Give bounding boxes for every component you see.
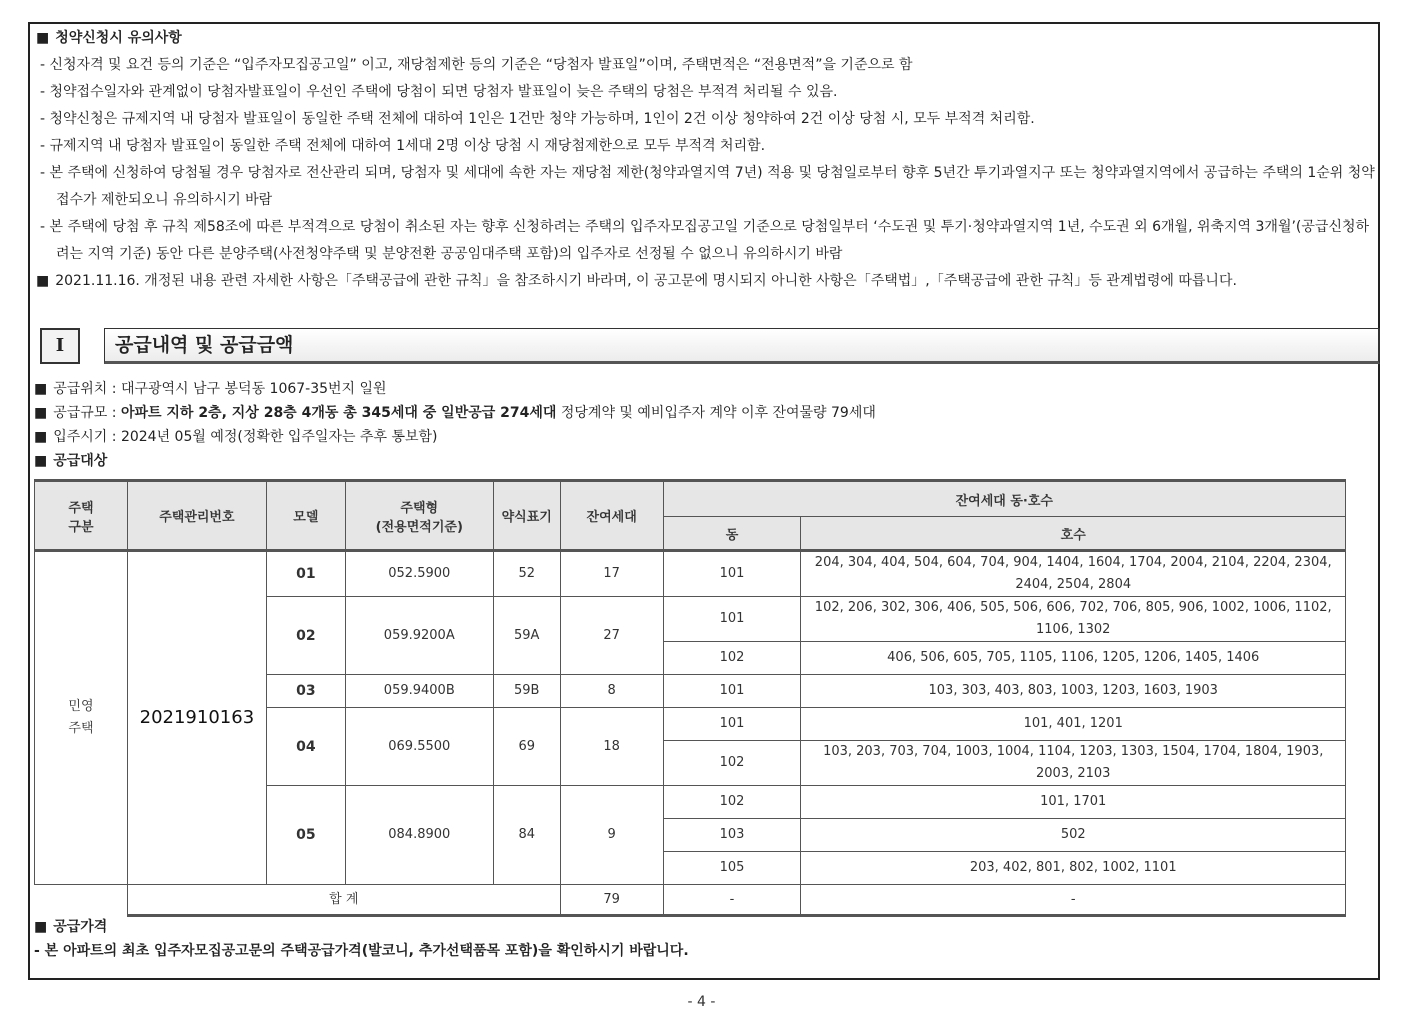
total-row xyxy=(35,885,1346,916)
dong-cell: 101 xyxy=(663,675,801,708)
remain-cell: 18 xyxy=(560,708,663,786)
type-cell: 민영 주택 xyxy=(35,551,128,885)
header-ho: 호수 xyxy=(801,517,1346,551)
total-label: 합 계 xyxy=(127,885,560,916)
header-model: 모델 xyxy=(266,481,345,551)
ho-cell: 101, 1701 xyxy=(801,786,1346,819)
notice-item: - 신청자격 및 요건 등의 기준은 “입주자모집공고일” 이고, 재당첨제한 등의 기준은 “당첨자 발표일”이며, 주택면적은 “전용면적”을 기준으로 함 xyxy=(40,57,913,73)
header-dong: 동 xyxy=(663,517,801,551)
model-cell: 02 xyxy=(266,597,345,675)
section-title: 공급내역 및 공급금액 xyxy=(104,328,1380,364)
housing-type-cell: 059.9200A xyxy=(345,597,493,675)
remain-cell: 8 xyxy=(560,675,663,708)
ho-cell: 103, 203, 703, 704, 1003, 1004, 1104, 1203, 1303, 1504, 1704, 1804, 1903, 2003, 2103 xyxy=(801,741,1346,786)
section-number: I xyxy=(40,328,80,364)
housing-type-cell: 059.9400B xyxy=(345,675,493,708)
total-remain: 79 xyxy=(560,885,663,916)
supply-info xyxy=(34,377,876,473)
page-number: - 4 - xyxy=(687,994,716,1010)
remain-cell: 9 xyxy=(560,786,663,885)
notice-heading: ■ 청약신청시 유의사항 xyxy=(36,30,182,46)
notice-rule-note: ■ 2021.11.16. 개정된 내용 관련 자세한 사항은「주택공급에 관한 규칙」을 참조하시기 바라며, 이 공고문에 명시되지 아니한 사항은「주택법」,「주택공급에 관한 규칙」등 관계법령에 따릅니다. xyxy=(36,273,1237,289)
table-row xyxy=(35,551,1346,597)
header-short: 약식표기 xyxy=(493,481,560,551)
model-cell: 05 xyxy=(266,786,345,885)
total-dong: - xyxy=(663,885,801,916)
dong-cell: 101 xyxy=(663,551,801,597)
ho-cell: 103, 303, 403, 803, 1003, 1203, 1603, 1903 xyxy=(801,675,1346,708)
section-header xyxy=(40,328,1380,366)
short-cell: 59A xyxy=(493,597,560,675)
dong-cell: 103 xyxy=(663,819,801,852)
ho-cell: 101, 401, 1201 xyxy=(801,708,1346,741)
price-heading: ■ 공급가격 xyxy=(34,919,108,935)
dong-cell: 105 xyxy=(663,852,801,885)
housing-type-cell: 052.5900 xyxy=(345,551,493,597)
notice-item: - 본 주택에 신청하여 당첨될 경우 당첨자로 전산관리 되며, 당첨자 및 세대에 속한 자는 재당첨 제한(청약과열지역 7년) 적용 및 당첨일로부터 향후 5년간 투기과열지구 또는 청약과열지역에서 공급하는 주택의 1순위 청약접수가 제한되오니 유의하시기 바람 xyxy=(40,165,1375,208)
short-cell: 52 xyxy=(493,551,560,597)
move-in-period: ■ 입주시기 : 2024년 05월 예정(정확한 입주일자는 추후 통보함) xyxy=(34,429,438,445)
housing-type-cell: 084.8900 xyxy=(345,786,493,885)
short-cell: 84 xyxy=(493,786,560,885)
supply-table xyxy=(34,479,1346,917)
dong-cell: 101 xyxy=(663,597,801,642)
dong-cell: 102 xyxy=(663,642,801,675)
total-ho: - xyxy=(801,885,1346,916)
notice-item: - 청약접수일자와 관계없이 당첨자발표일이 우선인 주택에 당첨이 되면 당첨자 발표일이 늦은 주택의 당첨은 부적격 처리될 수 있음. xyxy=(40,84,838,100)
ho-cell: 502 xyxy=(801,819,1346,852)
short-cell: 59B xyxy=(493,675,560,708)
housing-type-cell: 069.5500 xyxy=(345,708,493,786)
dong-cell: 102 xyxy=(663,741,801,786)
header-mgmt-no: 주택관리번호 xyxy=(127,481,266,551)
dong-cell: 101 xyxy=(663,708,801,741)
remain-cell: 27 xyxy=(560,597,663,675)
model-cell: 01 xyxy=(266,551,345,597)
header-housing-type: 주택형 (전용면적기준) xyxy=(345,481,493,551)
notice-section xyxy=(36,25,1376,295)
supply-target-heading: ■ 공급대상 xyxy=(34,453,108,469)
ho-cell: 102, 206, 302, 306, 406, 505, 506, 606, 702, 706, 805, 906, 1002, 1006, 1102, 1106, 1302 xyxy=(801,597,1346,642)
mgmt-no-cell: 2021910163 xyxy=(127,551,266,885)
price-text: - 본 아파트의 최초 입주자모집공고문의 주택공급가격(발코니, 추가선택품목 포함)을 확인하시기 바랍니다. xyxy=(34,943,689,959)
notice-item: - 본 주택에 당첨 후 규칙 제58조에 따른 부적격으로 당첨이 취소된 자는 향후 신청하려는 주택의 입주자모집공고일 기준으로 당첨일부터 ‘수도권 및 투기·청약과열지역 1년, 수도권 외 6개월, 위축지역 3개월’(공급신청하려는 지역 기준) 동안 다른 분양주택(사전청약주택 및 분양전환 공공임대주택 포함)의 입주자로 선정될 수 없으니 유의하시기 바람 xyxy=(40,219,1370,262)
header-type: 주택 구분 xyxy=(35,481,128,551)
ho-cell: 203, 402, 801, 802, 1002, 1101 xyxy=(801,852,1346,885)
model-cell: 04 xyxy=(266,708,345,786)
ho-cell: 204, 304, 404, 504, 604, 704, 904, 1404, 1604, 1704, 2004, 2104, 2204, 2304, 2404, 2504, 2804 xyxy=(801,551,1346,597)
short-cell: 69 xyxy=(493,708,560,786)
header-remain: 잔여세대 xyxy=(560,481,663,551)
dong-cell: 102 xyxy=(663,786,801,819)
supply-location: ■ 공급위치 : 대구광역시 남구 봉덕동 1067-35번지 일원 xyxy=(34,381,387,397)
header-remain-units: 잔여세대 동·호수 xyxy=(663,481,1345,517)
notice-item: - 규제지역 내 당첨자 발표일이 동일한 주택 전체에 대하여 1세대 2명 이상 당첨 시 재당첨제한으로 모두 부적격 처리함. xyxy=(40,138,766,154)
notice-item: - 청약신청은 규제지역 내 당첨자 발표일이 동일한 주택 전체에 대하여 1인은 1건만 청약 가능하며, 1인이 2건 이상 청약하여 2건 이상 당첨 시, 모두 부적격 처리함. xyxy=(40,111,1035,127)
supply-scale: ■ 공급규모 : 아파트 지하 2층, 지상 28층 4개동 총 345세대 중 일반공급 274세대 정당계약 및 예비입주자 계약 이후 잔여물량 79세대 xyxy=(34,405,876,421)
remain-cell: 17 xyxy=(560,551,663,597)
ho-cell: 406, 506, 605, 705, 1105, 1106, 1205, 1206, 1405, 1406 xyxy=(801,642,1346,675)
price-section xyxy=(34,915,689,963)
model-cell: 03 xyxy=(266,675,345,708)
